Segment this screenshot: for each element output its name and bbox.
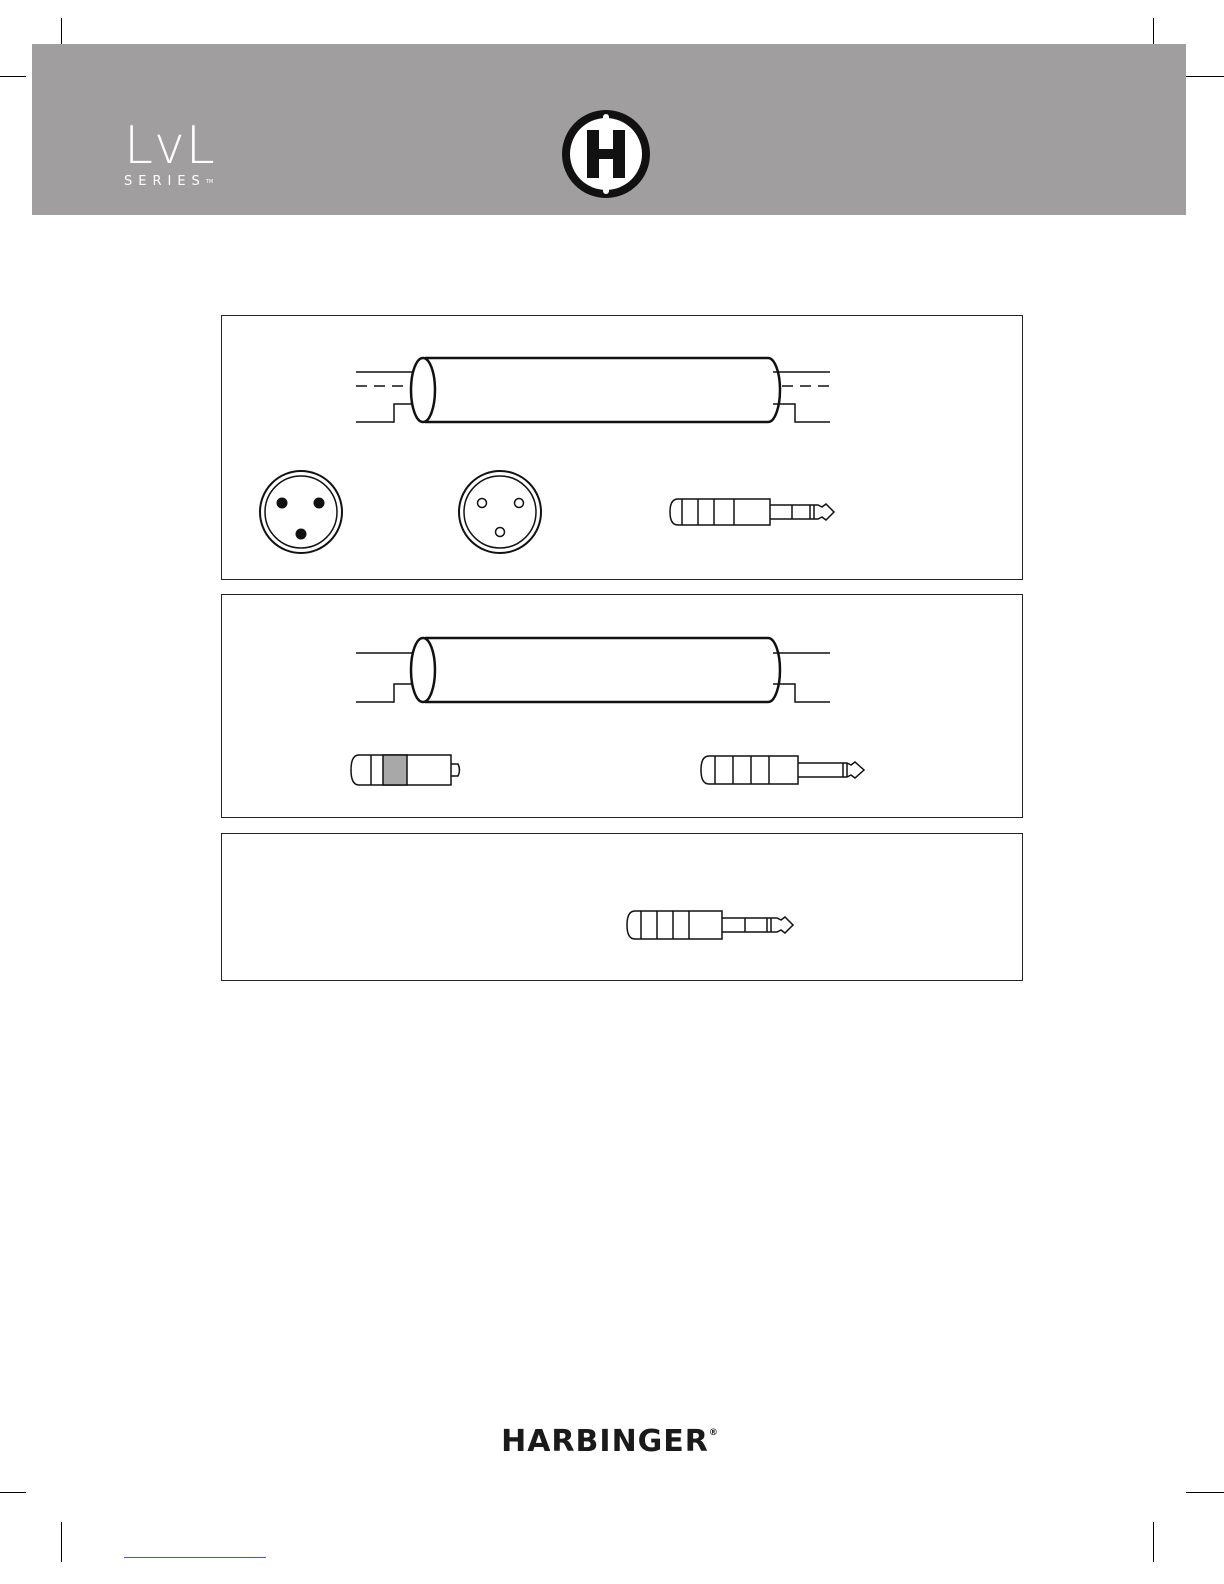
registered-mark: ® [708, 1428, 719, 1438]
brand-subtitle-text: SERIES [124, 174, 206, 189]
crop-mark [0, 1492, 26, 1493]
crop-mark [1186, 1492, 1224, 1493]
balanced-cable-diagram [222, 316, 1024, 581]
trs-plug-icon [670, 499, 834, 525]
wordmark-text: HARBINGER [501, 1424, 709, 1459]
xlr-female-icon [459, 471, 541, 553]
crop-mark [1186, 76, 1224, 77]
brand-name: LvL [124, 116, 216, 176]
trs-plug-icon [627, 911, 793, 939]
unbalanced-cable-panel [221, 594, 1023, 818]
ts-plug-icon [701, 756, 864, 784]
brand-subtitle [124, 174, 216, 190]
headphone-plug-panel [221, 833, 1023, 981]
crop-mark [1153, 18, 1154, 44]
balanced-cable-panel [221, 315, 1023, 580]
xlr-male-icon [260, 471, 342, 553]
unbalanced-cable-diagram [222, 595, 1024, 819]
crop-mark [61, 1522, 62, 1562]
crop-mark [0, 76, 26, 77]
crop-mark [1153, 1522, 1154, 1562]
rca-plug-icon [351, 755, 460, 785]
harbinger-wordmark [500, 1424, 720, 1459]
crop-mark [61, 18, 62, 44]
harbinger-h-logo-icon [560, 108, 652, 200]
brand-logo [124, 116, 216, 190]
footer-link-underline[interactable] [124, 1557, 266, 1558]
headphone-plug-diagram [222, 834, 1024, 982]
trademark-mark: TM [205, 179, 214, 185]
